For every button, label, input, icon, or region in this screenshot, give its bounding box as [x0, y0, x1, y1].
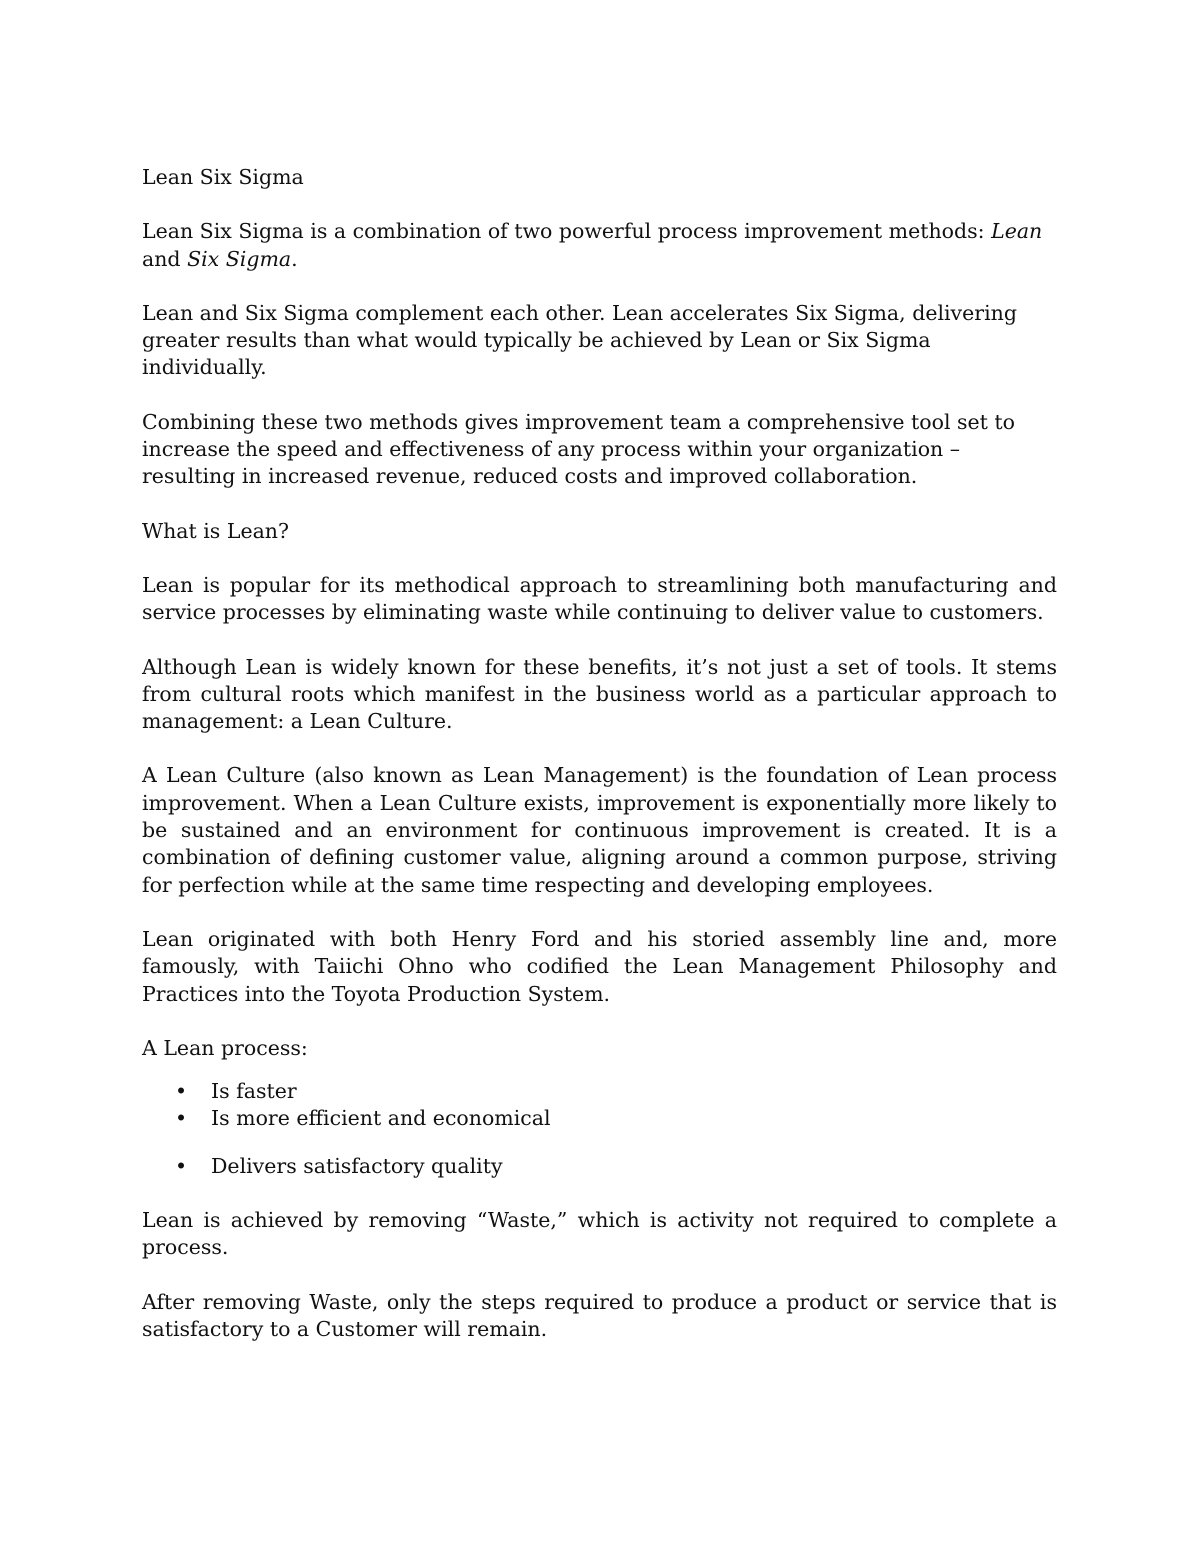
achieved-paragraph: Lean is achieved by removing “Waste,” which is activity not required to complete a process.	[142, 1208, 1057, 1260]
list-item-text: Delivers satisfactory quality	[211, 1153, 503, 1178]
list-item-text: Is more efficient and economical	[211, 1106, 551, 1131]
list-item	[142, 1078, 1057, 1105]
origin-paragraph: Lean originated with both Henry Ford and his storied assembly line and, more famously, with Taiichi Ohno who codified the Lean Management Philosophy and Practices into the Toyota Production System.	[142, 926, 1057, 1006]
term-lean: Lean	[991, 219, 1043, 244]
complement-paragraph: Lean and Six Sigma complement each other. Lean accelerates Six Sigma, delivering greater results than what would typically be achieved by Lean or Six Sigma individually.	[142, 300, 1017, 380]
lean-process-label: A Lean process:	[142, 1035, 308, 1060]
combining-paragraph: Combining these two methods gives improvement team a comprehensive tool set to increase the speed and effectiveness of any process within your organization – resulting in increased revenue, reduced costs and improved collaboration.	[142, 409, 1016, 489]
bullet-icon: •	[175, 1079, 188, 1104]
intro-end: .	[291, 246, 298, 271]
document-title: Lean Six Sigma	[142, 165, 304, 189]
popular-paragraph: Lean is popular for its methodical approach to streamlining both manufacturing and service processes by eliminating waste while continuing to deliver value to customers.	[142, 572, 1057, 625]
bullet-icon: •	[175, 1106, 188, 1131]
list-item	[142, 1105, 1057, 1132]
list-item	[142, 1153, 1057, 1180]
lean-process-list	[142, 1078, 1057, 1180]
term-six-sigma: Six Sigma	[187, 246, 292, 271]
intro-text: Lean Six Sigma is a combination of two powerful process improvement methods:	[142, 219, 992, 244]
although-paragraph: Although Lean is widely known for these benefits, it’s not just a set of tools. It stems from cultural roots which manifest in the business world as a particular approach to management: a Lean Culture.	[142, 654, 1057, 734]
intro-and: and	[142, 246, 188, 271]
what-is-lean-heading: What is Lean?	[142, 518, 290, 543]
after-paragraph: After removing Waste, only the steps required to produce a product or service that is satisfactory to a Customer will remain.	[142, 1289, 1057, 1341]
intro-paragraph	[142, 218, 1057, 273]
lean-culture-paragraph: A Lean Culture (also known as Lean Management) is the foundation of Lean process improvement. When a Lean Culture exists, improvement is exponentially more likely to be sustained and an environment for continuous improvement is created. It is a combination of defining customer value, aligning around a common purpose, striving for perfection while at the same time respecting and developing employees.	[142, 763, 1057, 897]
document-body	[142, 164, 1057, 1343]
list-item-text: Is faster	[211, 1079, 297, 1104]
bullet-icon: •	[175, 1153, 188, 1178]
